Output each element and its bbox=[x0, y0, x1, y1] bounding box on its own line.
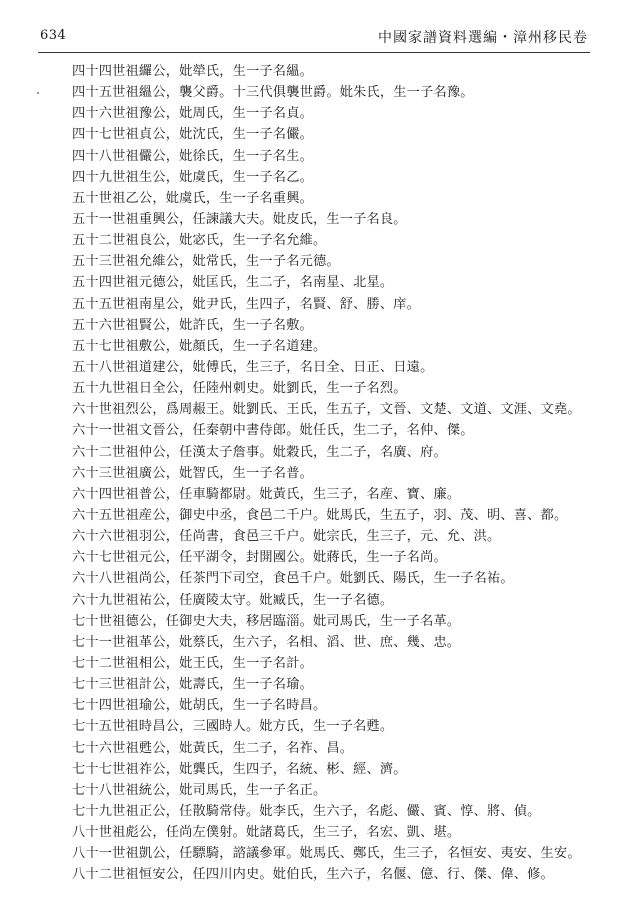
genealogy-entry: 六十五世祖産公，御史中丞，食邑二千户。妣馬氏，生五子，羽、茂、明、喜、都。 bbox=[72, 507, 568, 523]
genealogy-entry: 五十五世祖南星公，妣尹氏，生四子，名賢、舒、勝、庠。 bbox=[72, 296, 421, 312]
genealogy-entry: 五十世祖乙公，妣虞氏，生一子名重興。 bbox=[72, 190, 313, 206]
genealogy-entry: 五十二世祖良公，妣宓氏，生一子名允維。 bbox=[72, 233, 327, 249]
genealogy-entry: 五十八世祖道建公，妣傅氏，生三子，名日全、日正、日遠。 bbox=[72, 359, 434, 375]
genealogy-entry: 四十九世祖生公，妣虞氏，生一子名乙。 bbox=[72, 169, 313, 185]
genealogy-entry: 八十世祖彪公，任尚左僕射。妣諸葛氏，生三子，名宏、凱、堪。 bbox=[72, 825, 461, 841]
genealogy-entry: 七十二世祖相公，妣王氏，生一子名計。 bbox=[72, 655, 313, 671]
genealogy-entry: 四十八世祖儼公，妣徐氏，生一子名生。 bbox=[72, 148, 313, 164]
genealogy-entries bbox=[72, 61, 581, 885]
running-head: 中國家譜資料選編・漳州移民卷 bbox=[378, 30, 588, 46]
genealogy-entry: 五十四世祖元德公，妣匡氏，生二子，名南星、北星。 bbox=[72, 275, 394, 291]
genealogy-entry: 五十三世祖允維公，妣常氏，生一子名元德。 bbox=[72, 254, 340, 270]
genealogy-entry: 六十世祖烈公，爲周赧王。妣劉氏、王氏，生五子，文晉、文楚、文道、文涯、文堯。 bbox=[72, 402, 581, 418]
genealogy-entry: 七十世祖德公，任御史大夫，移居臨淄。妣司馬氏，生一子名革。 bbox=[72, 613, 461, 629]
genealogy-entry: 五十七世祖敷公，妣顏氏，生一子名道建。 bbox=[72, 338, 327, 354]
genealogy-entry: 六十二世祖仲公，任漢太子詹事。妣穀氏，生二子，名廣、府。 bbox=[72, 444, 447, 460]
genealogy-entry: 七十六世祖甦公，妣黃氏，生二子，名祚、昌。 bbox=[72, 740, 354, 756]
genealogy-entry: 七十三世祖計公，妣壽氏，生一子名瑜。 bbox=[72, 677, 313, 693]
genealogy-entry: 六十三世祖廣公，妣智氏，生一子名普。 bbox=[72, 465, 313, 481]
genealogy-entry: 六十九世祖祐公，任廣陵太守。妣臧氏，生一子名德。 bbox=[72, 592, 394, 608]
genealogy-entry: 六十六世祖羽公，任尚書，食邑三千户。妣宗氏，生三子，元、允、洪。 bbox=[72, 529, 501, 545]
genealogy-entry: 六十七世祖元公，任平湖令，封開國公。妣蔣氏，生一子名尚。 bbox=[72, 550, 447, 566]
genealogy-entry: 四十五世祖縕公，襲父爵。十三代俱襲世爵。妣朱氏，生一子名豫。 bbox=[72, 85, 474, 101]
genealogy-entry: 六十一世祖文晉公，任秦朝中書侍郎。妣任氏，生二子，名仲、傑。 bbox=[72, 423, 474, 439]
genealogy-entry: 四十六世祖豫公，妣周氏，生一子名貞。 bbox=[72, 106, 313, 122]
stray-mark bbox=[37, 92, 39, 94]
genealogy-entry: 七十五世祖時昌公，三國時人。妣方氏，生一子名甦。 bbox=[72, 719, 394, 735]
page-number: 634 bbox=[40, 28, 67, 43]
genealogy-entry: 五十一世祖重興公，任諫議大夫。妣皮氏，生一子名良。 bbox=[72, 211, 407, 227]
genealogy-entry: 四十四世祖纙公，妣犖氏，生一子名縕。 bbox=[72, 64, 313, 79]
genealogy-entry: 五十六世祖賢公，妣許氏，生一子名敷。 bbox=[72, 317, 313, 333]
genealogy-entry: 六十四世祖普公，任車騎都尉。妣黃氏，生三子，名産、寶、廉。 bbox=[72, 486, 461, 502]
genealogy-entry: 五十九世祖日全公，任陸州刺史。妣劉氏，生一子名烈。 bbox=[72, 381, 407, 397]
genealogy-entry: 八十二世祖恒安公，任四川内史。妣伯氏，生六子，名偃、億、行、傑、偉、修。 bbox=[72, 867, 554, 883]
header-rule bbox=[38, 52, 590, 53]
genealogy-entry: 八十一世祖凱公，任驃騎，諮議參軍。妣馬氏、鄭氏，生三子，名恒安、夷安、生安。 bbox=[72, 846, 581, 862]
genealogy-entry: 四十七世祖貞公，妣沈氏，生一子名儼。 bbox=[72, 127, 313, 143]
genealogy-entry: 六十八世祖尚公，任茶門下司空，食邑千户。妣劉氏、陽氏，生一子名祐。 bbox=[72, 571, 514, 587]
genealogy-entry: 七十七世祖祚公，妣龔氏，生四子，名統、彬、經、濟。 bbox=[72, 761, 407, 777]
genealogy-entry: 七十一世祖革公，妣蔡氏，生六子，名相、滔、世、庶、幾、忠。 bbox=[72, 634, 461, 650]
genealogy-entry: 七十九世祖正公，任散騎常侍。妣李氏，生六子，名彪、儼、賓、惇、將、偵。 bbox=[72, 803, 541, 819]
genealogy-entry: 七十四世祖瑜公，妣胡氏，生一子名時昌。 bbox=[72, 698, 327, 714]
genealogy-entry: 七十八世祖統公，妣司馬氏，生一子名正。 bbox=[72, 782, 327, 798]
